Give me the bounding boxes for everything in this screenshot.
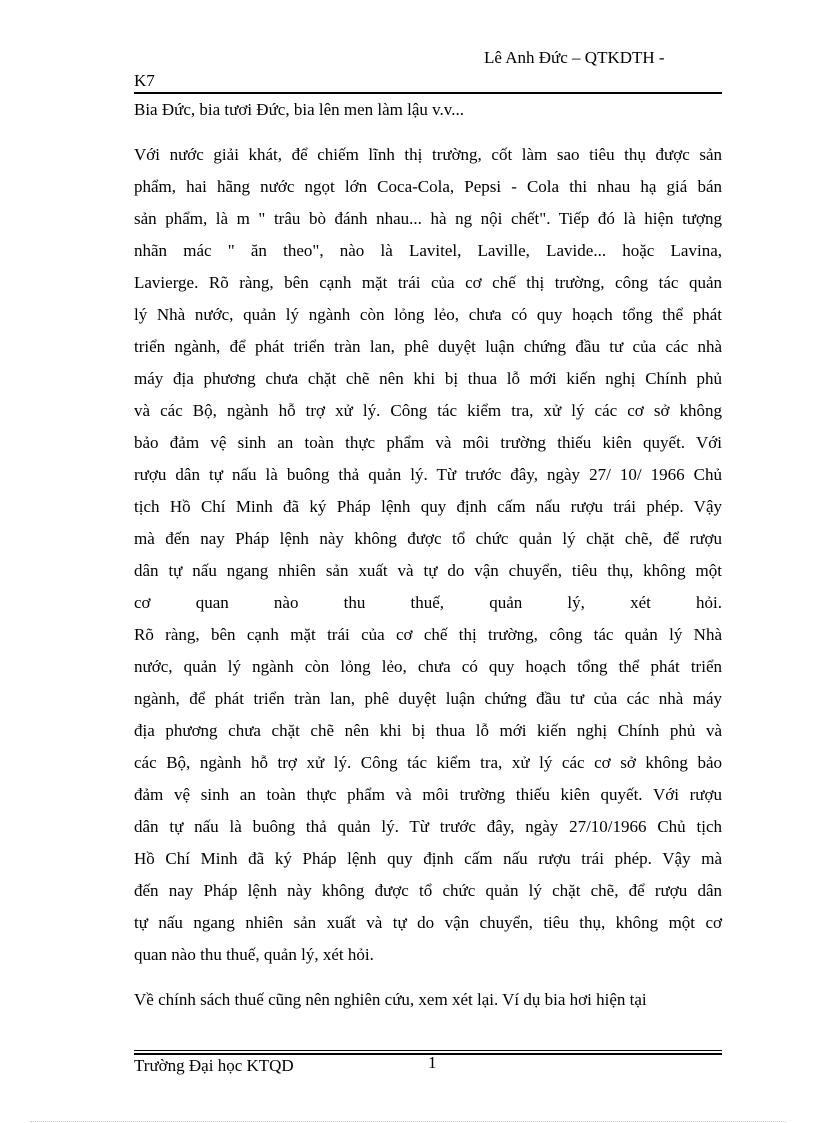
page-edge-divider bbox=[30, 1121, 786, 1122]
body-line: nước, quản lý ngành còn lỏng lẻo, chưa có quy hoạch tổng thể phát triển bbox=[134, 657, 722, 676]
body-line: và các Bộ, ngành hỗ trợ xử lý. Công tác kiểm tra, xử lý các cơ sở không bbox=[134, 401, 722, 420]
body-line: dân tự nấu là buông thả quản lý. Từ trước đây, ngày 27/10/1966 Chủ tịch bbox=[134, 817, 722, 836]
body-line: đến nay Pháp lệnh này không được tổ chức quản lý chặt chẽ, để rượu dân bbox=[134, 881, 722, 900]
body-line: mà đến nay Pháp lệnh này không được tổ chức quản lý chặt chẽ, để rượu bbox=[134, 529, 722, 548]
body-line: đảm vệ sinh an toàn thực phẩm và môi trường thiếu kiên quyết. Với rượu bbox=[134, 785, 722, 804]
footer-rule bbox=[134, 1050, 722, 1051]
body-line: tự nấu ngang nhiên sản xuất và tự do vận chuyển, tiêu thụ, không một cơ bbox=[134, 913, 722, 932]
body-line: lý Nhà nước, quản lý ngành còn lỏng lẻo, chưa có quy hoạch tổng thể phát bbox=[134, 305, 722, 324]
footer-school: Trường Đại học KTQD bbox=[134, 1056, 294, 1075]
page-number: 1 bbox=[428, 1053, 437, 1072]
body-line: cơ quan nào thu thuế, quản lý, xét hỏi. bbox=[134, 593, 722, 612]
header-author: Lê Anh Đức – QTKDTH - bbox=[484, 48, 665, 67]
body-line: phẩm, hai hãng nước ngọt lớn Coca-Cola, Pepsi - Cola thi nhau hạ giá bán bbox=[134, 177, 722, 196]
body-line: rượu dân tự nấu là buông thả quản lý. Từ trước đây, ngày 27/ 10/ 1966 Chủ bbox=[134, 465, 722, 484]
body-line: Với nước giải khát, để chiếm lĩnh thị trường, cốt làm sao tiêu thụ được sản bbox=[134, 145, 722, 164]
body-line: Lavierge. Rõ ràng, bên cạnh mặt trái của cơ chế thị trường, công tác quản bbox=[134, 273, 722, 292]
body-line: máy địa phương chưa chặt chẽ nên khi bị thua lỗ mới kiến nghị Chính phủ bbox=[134, 369, 722, 388]
body-line: Bia Đức, bia tươi Đức, bia lên men làm lậu v.v... bbox=[134, 100, 464, 119]
body-line: ngành, để phát triển tràn lan, phê duyệt luận chứng đầu tư của các nhà máy bbox=[134, 689, 722, 708]
body-line: sản phẩm, là m " trâu bò đánh nhau... hà ng nội chết". Tiếp đó là hiện tượng bbox=[134, 209, 722, 228]
body-line: Rõ ràng, bên cạnh mặt trái của cơ chế thị trường, công tác quản lý Nhà bbox=[134, 625, 722, 644]
body-line: tịch Hồ Chí Minh đã ký Pháp lệnh quy định cấm nấu rượu trái phép. Vậy bbox=[134, 497, 722, 516]
body-line: nhãn mác " ăn theo", nào là Lavitel, Laville, Lavide... hoặc Lavina, bbox=[134, 241, 722, 260]
body-line: triển ngành, để phát triển tràn lan, phê duyệt luận chứng đầu tư của các nhà bbox=[134, 337, 722, 356]
body-line: địa phương chưa chặt chẽ nên khi bị thua lỗ mới kiến nghị Chính phủ và bbox=[134, 721, 722, 740]
header-rule bbox=[134, 92, 722, 94]
body-line: dân tự nấu ngang nhiên sản xuất và tự do vận chuyển, tiêu thụ, không một bbox=[134, 561, 722, 580]
body-line: bảo đảm vệ sinh an toàn thực phẩm và môi trường thiếu kiên quyết. Với bbox=[134, 433, 722, 452]
body-line: các Bộ, ngành hỗ trợ xử lý. Công tác kiểm tra, xử lý các cơ sở không bảo bbox=[134, 753, 722, 772]
body-line: quan nào thu thuế, quản lý, xét hỏi. bbox=[134, 945, 374, 964]
body-line: Hồ Chí Minh đã ký Pháp lệnh quy định cấm nấu rượu trái phép. Vậy mà bbox=[134, 849, 722, 868]
body-line: Về chính sách thuế cũng nên nghiên cứu, xem xét lại. Ví dụ bia hơi hiện tại bbox=[134, 990, 647, 1009]
header-author-continued: K7 bbox=[134, 71, 155, 90]
